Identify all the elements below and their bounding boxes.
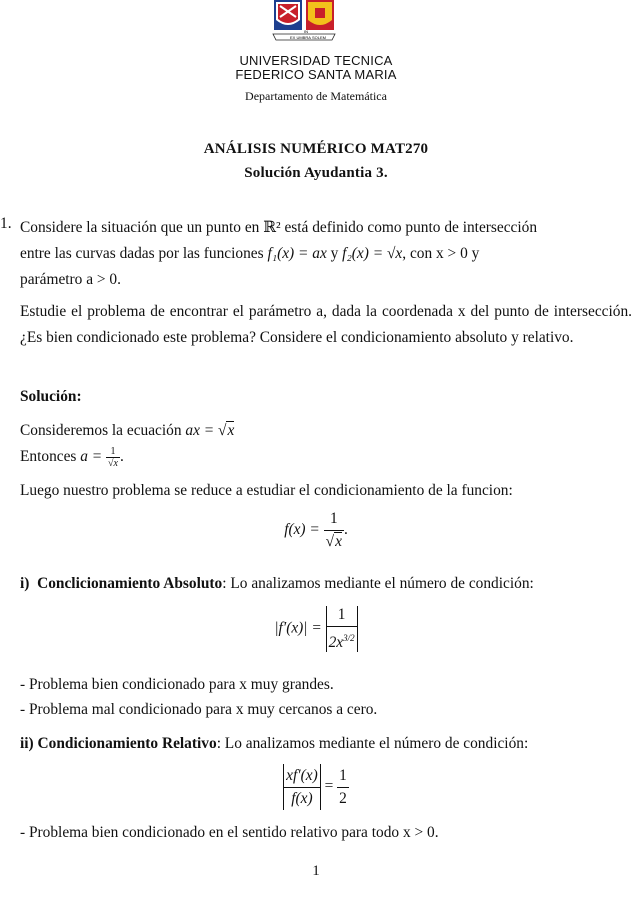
solution-line2-math: a = (80, 448, 107, 465)
problem-paragraph2: Estudie el problema de encontrar el parámetro a, dada la coordenada x del punto de intersección. ¿Es bien condicionado este problema? Considere el condicionamiento absoluto y relativo. (20, 303, 632, 346)
solution-line1-radicand: x (227, 422, 235, 439)
document-subtitle: Solución Ayudantia 3. (244, 165, 388, 181)
absolute-heading: Conclicionamiento Absoluto (37, 575, 223, 592)
university-name-line2: FEDERICO SANTA MARIA (235, 67, 397, 82)
fraction-radicand: x (113, 457, 118, 469)
equation-f-fraction (324, 508, 344, 553)
absolute-note-1: - Problema bien condicionado para x muy grandes. (20, 676, 334, 693)
equation-relative (0, 764, 632, 810)
fraction-numerator: 1 (110, 445, 116, 457)
absolute-text: : Lo analizamos mediante el número de condición: (222, 575, 534, 592)
fraction-numerator: 1 (329, 510, 338, 527)
fraction-denominator: f(x) (284, 787, 320, 810)
fraction-denominator (327, 626, 357, 654)
equation-relative-result (337, 765, 349, 810)
problem-number: 1. (0, 215, 12, 232)
document-title: ANÁLISIS NUMÉRICO MAT270 (203, 141, 429, 157)
relative-label: ii) (20, 735, 34, 752)
fraction-numerator: 1 (339, 766, 347, 784)
solution-line1-math: ax = (185, 422, 219, 439)
equation-f: f(x) = $\frac{1}{√x}$ . (0, 508, 632, 553)
equation-relative-equals: = (324, 777, 334, 795)
crest-motto-right: SOLEM (312, 35, 327, 40)
fraction-denominator: 2 (337, 787, 349, 810)
absolute-conditioning-line (20, 571, 632, 597)
problem-line1: Considere la situación que un punto en ℝ² está definido como punto de intersección (20, 219, 538, 236)
fraction-base: 2x (328, 634, 344, 652)
fraction-numerator: 1 (337, 606, 346, 623)
relative-heading: Condicionamiento Relativo (37, 735, 217, 752)
crest-motto-mid: IN (304, 29, 308, 34)
fraction-denominator: √x (324, 530, 344, 553)
solution-line2-fraction (106, 446, 120, 469)
university-crest (268, 0, 340, 48)
solution-line2-text: Entonces (20, 448, 81, 465)
crest-motto-left: EX UMBRA (290, 35, 311, 40)
equation-derivative (0, 604, 632, 654)
solution-line1: Consideremos la ecuación ax = √x (20, 422, 235, 439)
problem-f1: f₁(x) = ax (267, 245, 327, 262)
university-name-line1: UNIVERSIDAD TECNICA (239, 53, 393, 68)
relative-text: : Lo analizamos mediante el número de condición: (216, 735, 529, 752)
absolute-label: i) (20, 575, 30, 592)
problem-line2-and: y (326, 245, 343, 262)
department-name: Departamento de Matemática (245, 89, 387, 103)
solution-heading: Solución: (20, 388, 82, 405)
relative-note: - Problema bien condicionado en el sentido relativo para todo x > 0. (20, 824, 439, 841)
fraction-denominator: √x (108, 457, 118, 469)
page-number: 1 (312, 863, 320, 879)
equation-f-lhs: f(x) = (284, 521, 324, 539)
equation-derivative-fraction (327, 604, 357, 654)
problem-line2 (20, 241, 632, 267)
problem-line2-text: entre las curvas dadas por las funciones (20, 245, 268, 262)
fraction-numerator: xf′(x) (286, 766, 318, 784)
problem-line3: parámetro a > 0. (20, 271, 121, 288)
solution-line3: Luego nuestro problema se reduce a estudiar el condicionamiento de la funcion: (20, 482, 513, 499)
fraction-exponent: 3/2 (343, 633, 355, 643)
absolute-note-2: - Problema mal condicionado para x muy cercanos a cero. (20, 701, 378, 718)
fraction-radicand: x (335, 533, 342, 550)
problem-line2-tail: , con x > 0 y (402, 245, 480, 262)
equation-relative-fraction (284, 765, 320, 810)
solution-line2: Entonces a = $\frac{1}{√x}$ . (20, 445, 124, 469)
problem-f2: f₂(x) = √x (342, 245, 403, 262)
relative-conditioning-line (20, 731, 632, 757)
equation-derivative-lhs: |f′(x)| = (274, 619, 326, 637)
solution-line1-text: Consideremos la ecuación (20, 422, 186, 439)
